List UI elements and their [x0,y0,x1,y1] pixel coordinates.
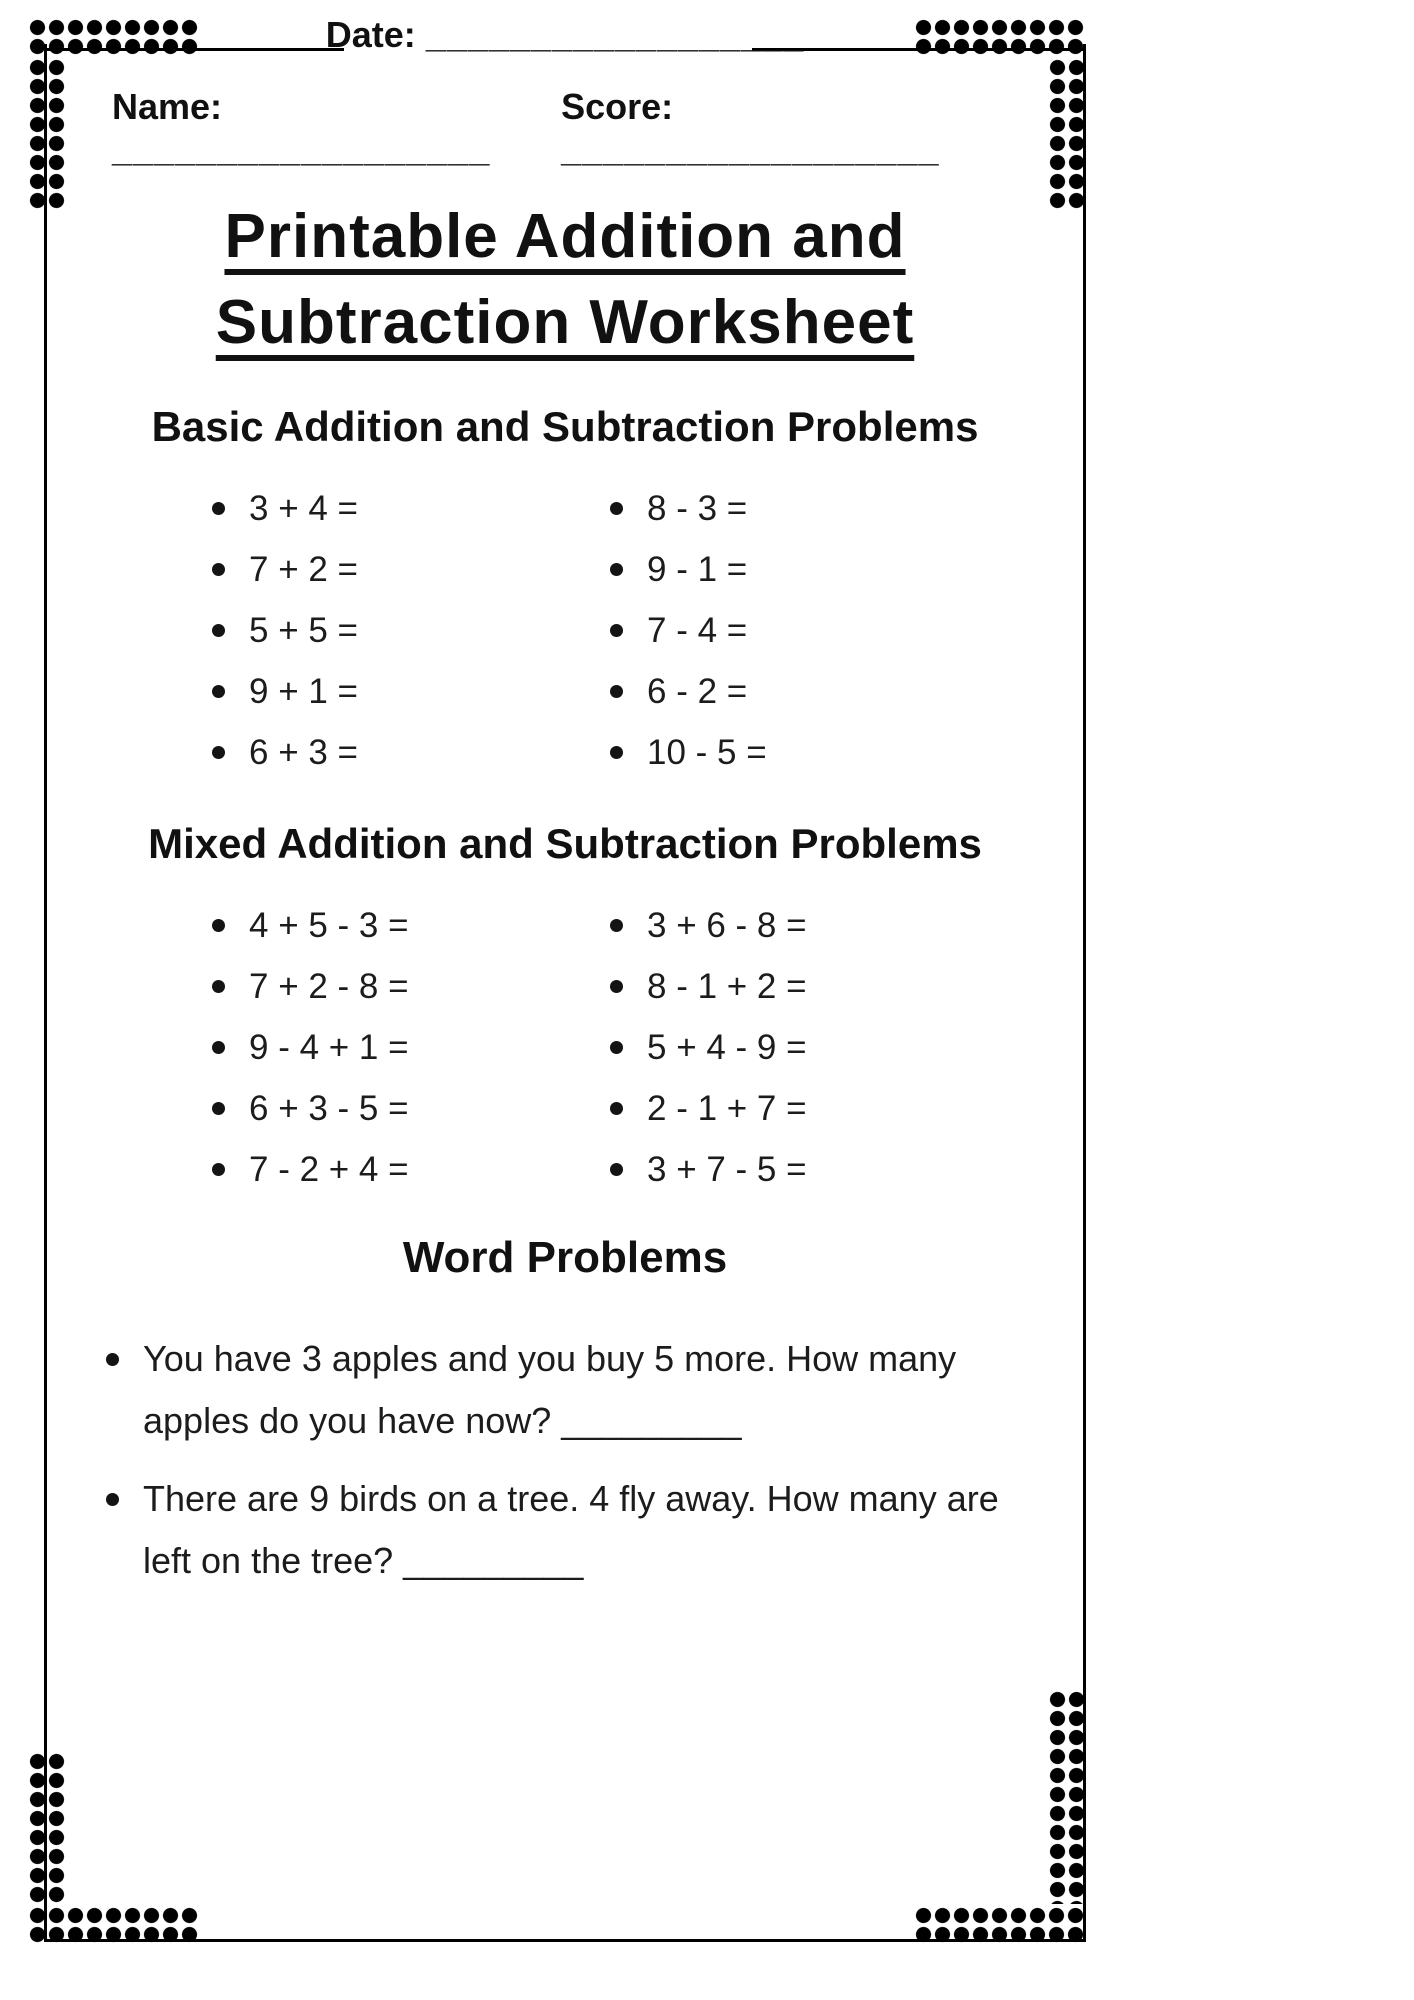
date-label: Date: [325,14,416,55]
mixed-right-column [610,895,1010,1200]
basic-problems-grid [212,478,1130,783]
word-problem-text: There are 9 birds on a tree. 4 fly away. How many are left on the tree? _________ [143,1478,999,1581]
bullet-icon [610,980,623,993]
date-blank-line: __________________ [425,14,805,55]
problem-text: 6 + 3 - 5 = [249,1089,409,1128]
bullet-icon [610,624,623,637]
problem-item [610,1017,1010,1078]
mixed-problems-grid [212,895,1130,1200]
name-label: Name: [112,86,223,127]
bullet-icon [610,502,623,515]
basic-right-column [610,478,1010,783]
bullet-icon [610,919,623,932]
problem-text: 5 + 4 - 9 = [647,1028,807,1067]
problem-text: 8 - 3 = [647,489,748,528]
bullet-icon [212,624,225,637]
problem-item [212,478,610,539]
bullet-icon [610,1163,623,1176]
section-heading-basic: Basic Addition and Subtraction Problems [151,403,979,450]
problem-item [212,600,610,661]
problem-text: 9 - 1 = [647,550,748,589]
page-title-line1: Printable Addition and [224,202,906,271]
problem-text: 3 + 4 = [249,489,358,528]
problem-item [212,1017,610,1078]
problem-text: 7 - 2 + 4 = [249,1150,409,1189]
problem-text: 5 + 5 = [249,611,358,650]
corner-dots-bottom-left-horizontal [28,1906,199,1944]
corner-dots-bottom-left-vertical [28,1752,66,1904]
bullet-icon [610,685,623,698]
mixed-left-column [212,895,610,1200]
word-problem-item [106,1468,1020,1592]
bullet-icon [610,746,623,759]
bullet-icon [212,502,225,515]
score-label: Score: [561,86,674,127]
corner-dots-bottom-right-vertical [1048,1690,1086,1904]
bullet-icon [212,685,225,698]
problem-item [212,539,610,600]
problem-item [610,661,1010,722]
problem-text: 6 + 3 = [249,733,358,772]
bullet-icon [106,1353,119,1366]
name-field [112,86,561,170]
problem-text: 9 + 1 = [249,672,358,711]
score-field [561,86,1012,170]
problem-text: 2 - 1 + 7 = [647,1089,807,1128]
problem-item [610,956,1010,1017]
bullet-icon [212,919,225,932]
bullet-icon [212,746,225,759]
problem-item [610,600,1010,661]
problem-item [212,661,610,722]
word-problem-text: You have 3 apples and you buy 5 more. How many apples do you have now? _________ [143,1338,957,1441]
bullet-icon [212,1102,225,1115]
bullet-icon [212,1163,225,1176]
problem-text: 9 - 4 + 1 = [249,1028,409,1067]
problem-text: 7 - 4 = [647,611,748,650]
bullet-icon [610,1102,623,1115]
word-problem-item [106,1328,1020,1452]
problem-item [610,895,1010,956]
bullet-icon [212,563,225,576]
score-blank-line: __________________ [561,128,940,169]
problem-item [610,722,1010,783]
problem-text: 7 + 2 - 8 = [249,967,409,1006]
bullet-icon [106,1493,119,1506]
bullet-icon [212,980,225,993]
name-score-row [0,86,1130,170]
problem-item [212,722,610,783]
name-blank-line: __________________ [112,128,491,169]
date-row [0,0,1130,56]
word-problems-list [0,1328,1130,1592]
section-heading-word-problems: Word Problems [402,1233,728,1282]
problem-item [212,1078,610,1139]
problem-text: 6 - 2 = [647,672,748,711]
bullet-icon [212,1041,225,1054]
problem-text: 3 + 6 - 8 = [647,906,807,945]
problem-text: 4 + 5 - 3 = [249,906,409,945]
problem-item [610,478,1010,539]
bullet-icon [610,563,623,576]
problem-item [610,539,1010,600]
bullet-icon [610,1041,623,1054]
page-title-line2: Subtraction Worksheet [215,288,915,357]
section-heading-mixed: Mixed Addition and Subtraction Problems [148,820,982,867]
corner-dots-bottom-right-horizontal [914,1906,1085,1944]
page-title [0,194,1130,366]
problem-item [610,1139,1010,1200]
problem-text: 10 - 5 = [647,733,767,772]
problem-item [212,1139,610,1200]
problem-item [212,956,610,1017]
problem-item [610,1078,1010,1139]
problem-text: 8 - 1 + 2 = [647,967,807,1006]
problem-item [212,895,610,956]
problem-text: 3 + 7 - 5 = [647,1150,807,1189]
problem-text: 7 + 2 = [249,550,358,589]
basic-left-column [212,478,610,783]
